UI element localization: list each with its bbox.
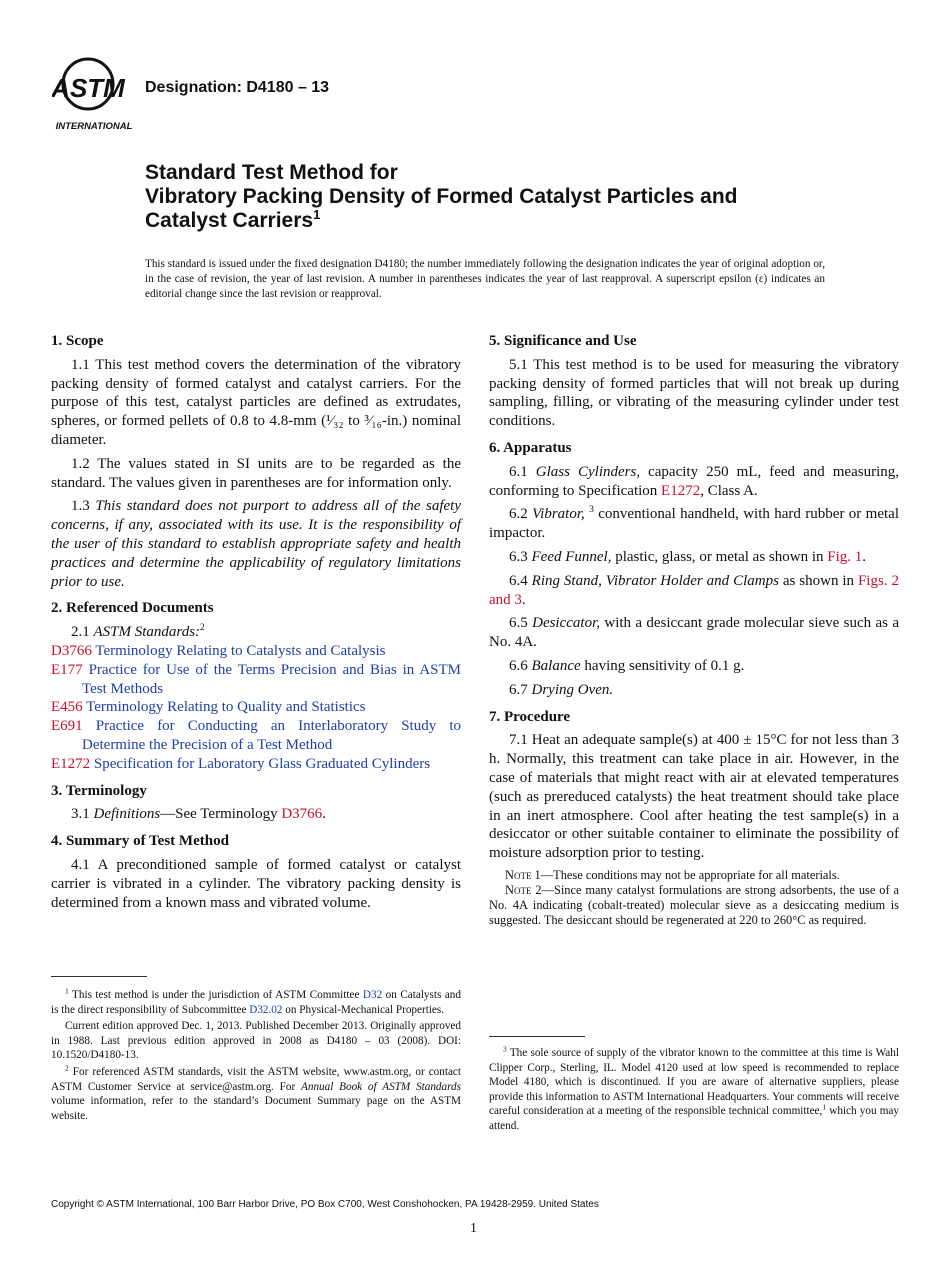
paragraph-1-1: 1.1 This test method covers the determination of the vibratory packing density of formed catalyst and catalyst carriers. For the purpose of this test, catalyst particles are defined as extrudates, spheres, or formed pellets of 0.8 to 4.8-mm (¹⁄₃₂ to ³⁄₁₆-in.) nominal diameter.	[51, 356, 461, 448]
section-procedure	[489, 708, 899, 928]
page-number: 1	[470, 1221, 477, 1236]
paragraph-3-1: 3.1 Definitions—See Terminology D3766.	[71, 806, 326, 823]
paragraph-5-1: 5.1 This test method is to be used for measuring the vibratory packing density of formed particles that will not break up during sampling, filling, or vibrating of the measuring cylinder under test conditions.	[489, 356, 899, 430]
footnote-divider-right	[489, 1036, 585, 1037]
ref-item[interactable]: E1272 Specification for Laboratory Glass Graduated Cylinders	[51, 755, 431, 772]
footnote-right	[489, 1046, 899, 1136]
section-summary	[51, 832, 461, 912]
title-line-2: Vibratory Packing Density of Formed Catalyst Particles and	[145, 185, 738, 208]
paragraph-6-3: 6.3 Feed Funnel, plastic, glass, or metal as shown in Fig. 1.	[509, 548, 867, 565]
footnote-3: $^3$ The sole source of supply of the vibrator known to the committee at this time is Wahl Clipper Corp., Sterling, IL. Model 4120 used at low speed is recommended to replace Model 4180, which is discontinued. If you are aware of alternative suppliers, please provide this information to ASTM International Headquarters. Your comments will receive careful consideration at a meeting of the responsible technical committee,$^1$ which you may attend.	[489, 1044, 899, 1132]
ref-item[interactable]: D3766 Terminology Relating to Catalysts and Catalysis	[51, 642, 386, 659]
link-fig-1[interactable]: Fig. 1	[827, 548, 863, 565]
section-apparatus	[489, 439, 899, 700]
section-terminology	[51, 782, 461, 825]
link-d32[interactable]: D32	[362, 989, 383, 1001]
paragraph-4-1: 4.1 A preconditioned sample of formed catalyst or catalyst carrier is vibrated in a cylinder. The vibratory packing density is determined from a known mass and vibrated volume.	[51, 856, 461, 911]
section-heading: 3. Terminology	[51, 782, 147, 799]
paragraph-6-1: 6.1 Glass Cylinders, capacity 250 mL, feed and measuring, conforming to Specification E1272, Class A.	[489, 463, 900, 499]
footnote-divider-left	[51, 976, 147, 977]
designation: Designation: D4180 – 13	[145, 79, 330, 96]
footnote-1: $^1$ This test method is under the jurisdiction of ASTM Committee D32 on Catalysts and is the direct responsibility of Subcommittee D32.02 on Physical-Mechanical Properties.	[51, 986, 461, 1016]
right-column	[489, 332, 899, 936]
paragraph-6-6: 6.6 Balance having sensitivity of 0.1 g.	[509, 657, 745, 674]
section-significance	[489, 332, 899, 431]
section-scope	[51, 332, 461, 591]
paragraph-6-4: 6.4 Ring Stand, Vibrator Holder and Clamps as shown in Figs. 2 and 3.	[489, 572, 899, 608]
paragraph-6-2: 6.2 Vibrator, $^3$ conventional handheld, with hard rubber or metal impactor.	[489, 505, 899, 542]
link-d3766[interactable]: D3766	[281, 806, 323, 823]
left-column	[51, 332, 461, 920]
ref-item[interactable]: E456 Terminology Relating to Quality and Statistics	[51, 699, 366, 716]
footnote-2: $^2$ For referenced ASTM standards, visit the ASTM website, www.astm.org, or contact ASTM Customer Service at service@astm.org. For Annual Book of ASTM Standards volume information, refer to the standard’s Document Summary page on the ASTM website.	[51, 1063, 461, 1122]
paragraph-7-1: 7.1 Heat an adequate sample(s) at 400 ± 15°C for not less than 3 h. Normally, this treatment can take place in air. However, in the case of materials that might react with air at elevated temperatures (such as prereduced catalysts) the heat treatment should take place in an inert atmosphere. Cool after heating the test sample(s) in a desiccator or other suitable container to eliminate the possibility of moisture adsorption prior to testing.	[489, 732, 899, 862]
section-heading: 2. Referenced Documents	[51, 600, 214, 617]
note-2: Note 2—Since many catalyst formulations are strong adsorbents, the use of a No. 4A indicating (cobalt-treated) molecular sieve as a desiccating medium is suggested. The desiccant should be regenerated at 220 to 260°C as required.	[489, 882, 899, 927]
astm-logo	[52, 56, 136, 132]
svg-text:INTERNATIONAL: INTERNATIONAL	[55, 121, 133, 132]
link-e1272[interactable]: E1272	[661, 482, 701, 499]
link-d32-02[interactable]: D32.02	[249, 1003, 283, 1016]
title-footnote-mark[interactable]: 1	[313, 207, 321, 222]
section-heading: 1. Scope	[51, 333, 104, 349]
document-title	[145, 161, 905, 233]
copyright-line: Copyright © ASTM International, 100 Barr Harbor Drive, PO Box C700, West Conshohocken, PA 19428-2959. United States	[51, 1199, 599, 1210]
paragraph-6-7: 6.7 Drying Oven.	[509, 681, 614, 698]
paragraph-6-5: 6.5 Desiccator, with a desiccant grade molecular sieve such as a No. 4A.	[489, 615, 900, 651]
paragraph-2-1: 2.1 ASTM Standards:$^2$	[71, 623, 205, 641]
footnotes-left	[51, 988, 461, 1125]
title-line-1: Standard Test Method for	[145, 161, 398, 184]
section-heading: 4. Summary of Test Method	[51, 833, 229, 850]
section-referenced-documents	[51, 599, 461, 773]
ref-item[interactable]: E691 Practice for Conducting an Interlaboratory Study to Determine the Precision of a Test Method	[51, 718, 461, 753]
section-heading: 7. Procedure	[489, 708, 571, 725]
paragraph-1-3: 1.3 This standard does not purport to address all of the safety concerns, if any, associated with its use. It is the responsibility of the user of this standard to establish appropriate safety and health practices and determine the applicability of regulatory limitations prior to use.	[51, 498, 462, 590]
section-heading: 6. Apparatus	[489, 439, 572, 456]
note-1: Note 1—These conditions may not be appropriate for all materials.	[505, 867, 840, 882]
paragraph-1-2: 1.2 The values stated in SI units are to be regarded as the standard. The values given in parentheses are for information only.	[51, 455, 461, 491]
section-heading: 5. Significance and Use	[489, 333, 637, 349]
ref-item[interactable]: E177 Practice for Use of the Terms Precision and Bias in ASTM Test Methods	[51, 661, 462, 697]
footnote-edition: Current edition approved Dec. 1, 2013. Published December 2013. Originally approved in 1988. Last previous edition approved in 2008 as D4180 – 03 (2008). DOI: 10.1520/D4180-13.	[51, 1020, 461, 1062]
svg-text:ASTM: ASTM	[52, 73, 125, 103]
title-line-3: Catalyst Carriers$^1$	[145, 207, 321, 232]
link-figs-2-3[interactable]: Figs. 2 and 3	[489, 572, 899, 608]
issuance-notice: This standard is issued under the fixed designation D4180; the number immediately following the designation indicates the year of original adoption or, in the case of revision, the year of last revision. A number in parentheses indicates the year of last reapproval. A superscript epsilon (ε) indicates an editorial change since the last revision or reapproval.	[145, 258, 825, 300]
